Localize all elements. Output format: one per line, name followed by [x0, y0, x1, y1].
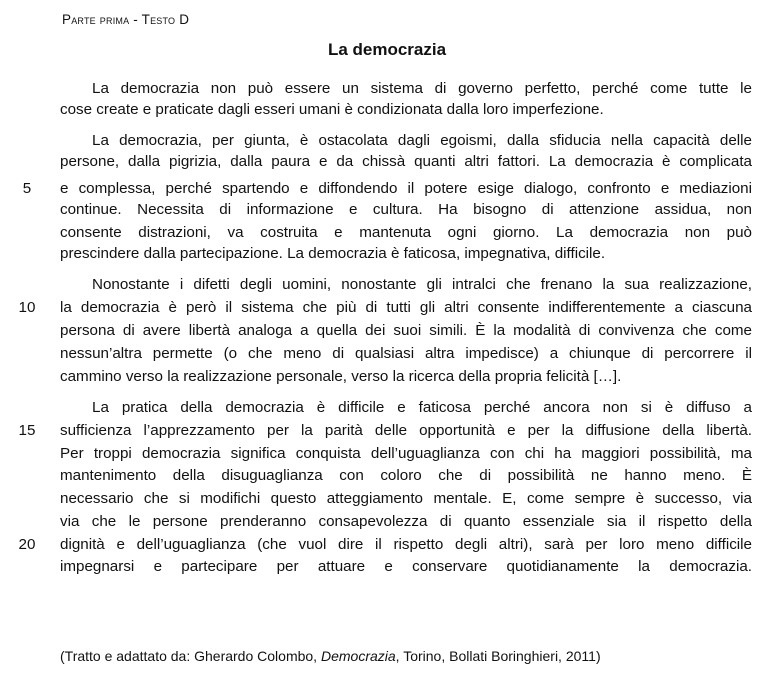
text-line: continue. Necessita di informazione e cultura. Ha bisogno di attenzione assidua, non: [60, 201, 752, 218]
text-line: cose create e praticate dagli esseri umani è condizionata dalla loro imperfezione.: [60, 101, 604, 118]
text-line: la democrazia è però il sistema che più di tutti gli altri consente indifferentemente a ciascuna: [60, 299, 752, 316]
source-book-title: Democrazia: [320, 648, 396, 664]
text-line: via che le persone prenderanno consapevolezza di quanto essenziale sia il rispetto della: [60, 513, 752, 530]
text-line: persona di avere libertà analoga a quella dei suoi simili. È la modalità di convivenza che come: [60, 322, 752, 339]
text-line: mantenimento della disuguaglianza con coloro che di possibilità ne hanno meno. È: [60, 467, 752, 484]
document-title: La democrazia: [327, 40, 447, 59]
text-line: La democrazia, per giunta, è ostacolata dagli egoismi, dalla sfiducia nella capacità delle: [92, 132, 752, 149]
text-line: Nonostante i difetti degli uomini, nonostante gli intralci che frenano la sua realizzazione,: [92, 276, 752, 293]
line-number: 15: [18, 422, 36, 439]
source-suffix: , Torino, Bollati Boringhieri, 2011): [395, 648, 601, 664]
text-line: necessario che si modifichi questo atteggiamento mentale. E, come sempre è successo, via: [60, 490, 752, 507]
text-line: sufficienza l’apprezzamento per la parità delle opportunità e per la diffusione della libertà.: [60, 422, 752, 439]
text-line: consente distrazioni, va costruita e mantenuta ogni giorno. La democrazia non può: [60, 224, 752, 241]
text-line: impegnarsi e partecipare per attuare e conservare quotidianamente la democrazia.: [60, 558, 752, 575]
line-number: 20: [18, 536, 36, 553]
text-line: La democrazia non può essere un sistema di governo perfetto, perché come tutte le: [92, 80, 752, 97]
text-line: dignità e dell’uguaglianza (che vuol dire il rispetto degli altri), sarà per loro meno difficile: [60, 536, 752, 553]
section-header: Parte prima - Testo D: [62, 12, 190, 27]
text-line: e complessa, perché spartendo e diffondendo il potere esige dialogo, confronto e mediazioni: [60, 180, 752, 197]
text-line: Per troppi democrazia significa conquista dell’uguaglianza con chi ha maggiori possibilità, ma: [60, 445, 752, 462]
text-line: prescindere dalla partecipazione. La democrazia è faticosa, impegnativa, difficile.: [60, 245, 606, 262]
text-line: cammino verso la realizzazione personale, verso la ricerca della propria felicità […].: [60, 368, 622, 385]
source-prefix: (Tratto e adattato da: Gherardo Colombo,: [60, 648, 321, 664]
text-line: La pratica della democrazia è difficile e faticosa perché ancora non si è diffuso a: [92, 399, 752, 416]
text-line: persone, dalla pigrizia, dalla paura e da chissà quanti altri fattori. La democrazia è complicata: [60, 153, 752, 170]
source-citation: [60, 648, 601, 664]
text-line: nessun’altra permette (o che meno di qualsiasi altra impedisce) a chiunque di percorrere il: [60, 345, 752, 362]
line-number: 5: [22, 180, 32, 197]
line-number: 10: [18, 299, 36, 316]
